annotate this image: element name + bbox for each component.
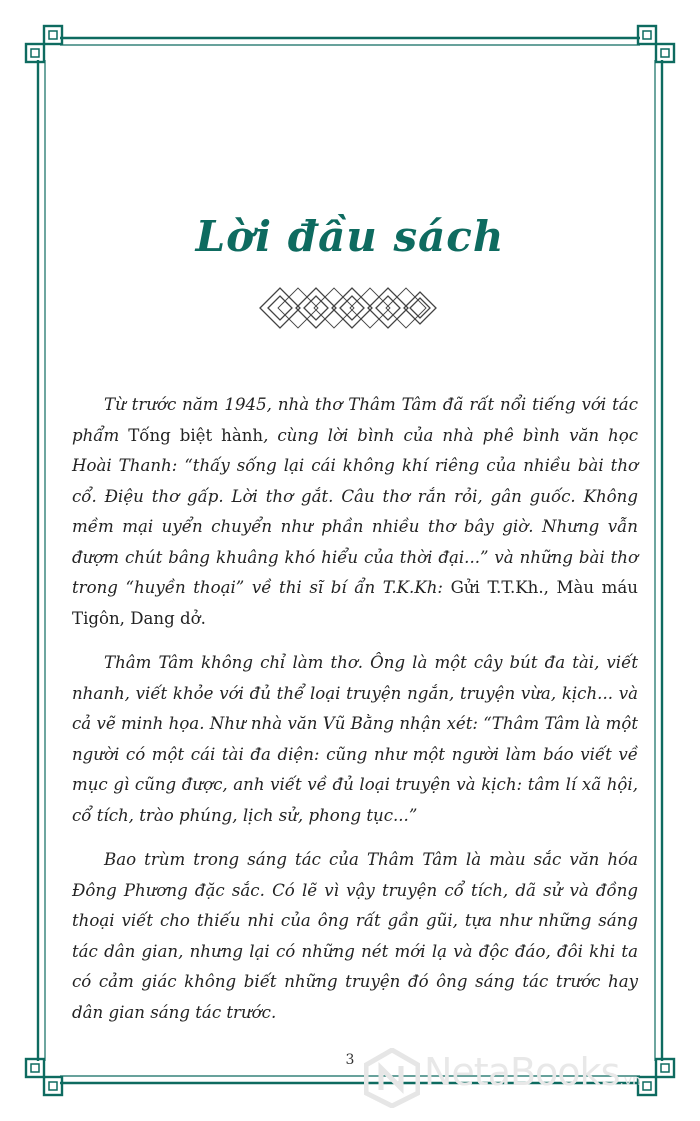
watermark bbox=[362, 1046, 700, 1110]
page-title: Lời đầu sách bbox=[195, 212, 505, 261]
corner-ornament-top-left bbox=[26, 26, 62, 62]
watermark-logo-icon bbox=[364, 1048, 420, 1108]
work-titles: Gửi T.T.Kh., Màu máu Tigôn, Dang dở bbox=[72, 578, 638, 628]
body-text bbox=[72, 390, 638, 1042]
work-title: Tống biệt hành bbox=[128, 425, 264, 445]
watermark-suffix: .vn bbox=[619, 1073, 641, 1089]
paragraph-1: Từ trước năm 1945, nhà thơ Thâm Tâm đã rất nổi tiếng với tác phẩm Tống biệt hành, cùng lời bình của nhà phê bình văn học Hoài Thanh: “thấy sống lại cái không khí riêng của nhiều bài thơ cổ. Điệu thơ gấp. Lời thơ gắt. Câu thơ rắn rỏi, gân guốc. Không mềm mại uyển chuyển như phần nhiều thơ bây giờ. Nhưng vẫn đượm chút bâng khuâng khó hiểu của thời đại...” và những bài thơ trong “huyền thoại” về thi sĩ bí ẩn T.K.Kh: Gửi T.T.Kh., Màu máu Tigôn, Dang dở. bbox=[72, 395, 638, 628]
corner-ornament-top-right bbox=[638, 26, 674, 62]
paragraph-3: Bao trùm trong sáng tác của Thâm Tâm là màu sắc văn hóa Đông Phương đặc sắc. Có lẽ vì vậy truyện cổ tích, dã sử và đồng thoại viết cho thiếu nhi của ông rất gần gũi, tựa như những sáng tác dân gian, nhưng lại có những nét mới lạ và độc đáo, đôi khi ta có cảm giác không biết những truyện đó ông sáng tác trước hay dân gian sáng tác trước. bbox=[72, 850, 638, 1022]
page-number: 3 bbox=[345, 1052, 355, 1068]
diamond-ornament bbox=[258, 284, 440, 332]
watermark-brand: NetaBooks bbox=[424, 1050, 620, 1094]
paragraph-2: Thâm Tâm không chỉ làm thơ. Ông là một cây bút đa tài, viết nhanh, viết khỏe với đủ thể loại truyện ngắn, truyện vừa, kịch... và cả vẽ minh họa. Như nhà văn Vũ Bằng nhận xét: “Thâm Tâm là một người có một cái tài đa diện: cũng như một người làm báo viết về mục gì cũng được, anh viết về đủ loại truyện và kịch: tâm lí xã hội, cổ tích, trào phúng, lịch sử, phong tục...” bbox=[72, 653, 638, 825]
